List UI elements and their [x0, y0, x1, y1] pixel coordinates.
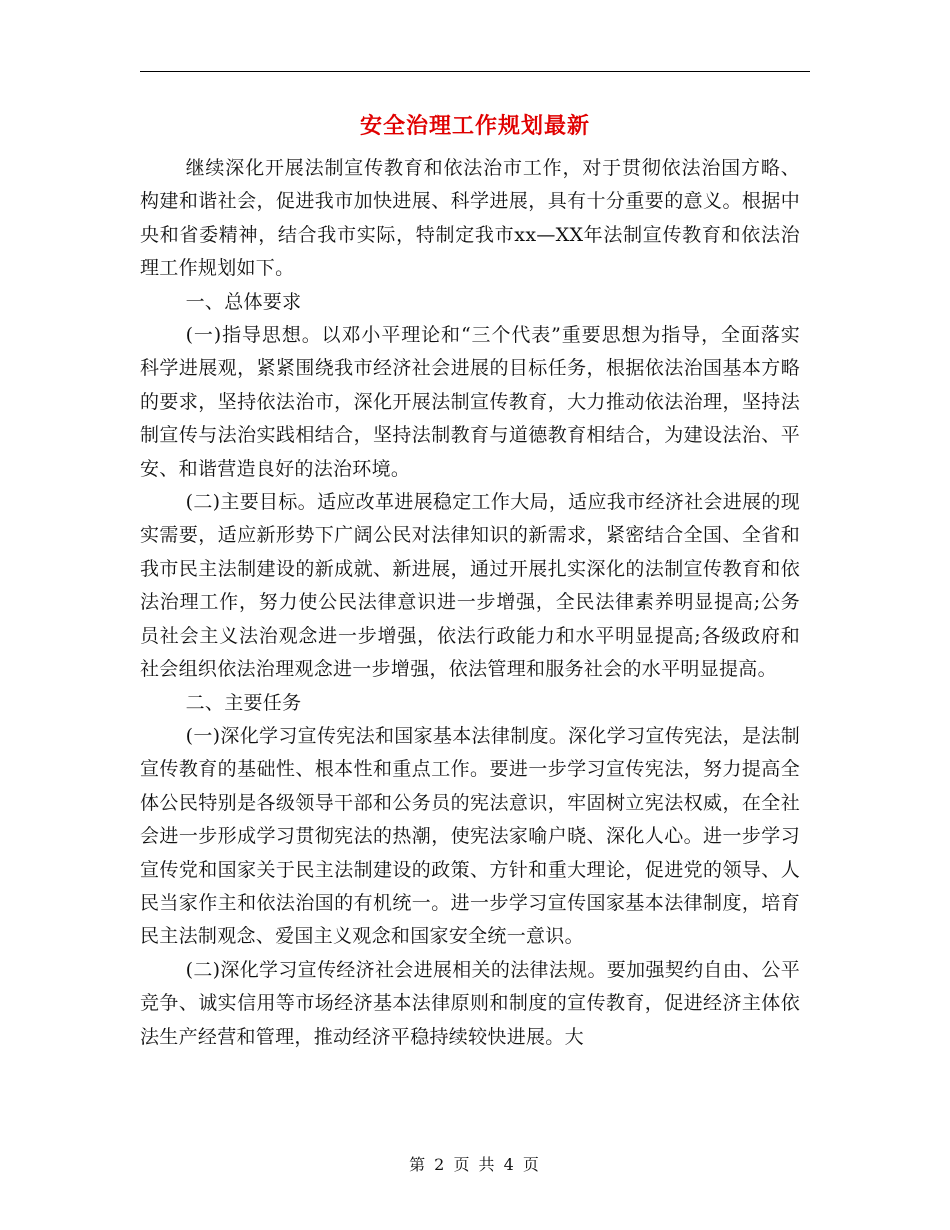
- document-title: 安全治理工作规划最新: [359, 113, 590, 139]
- document-body: [140, 152, 800, 1054]
- section-heading-main-tasks: 二、主要任务: [185, 691, 302, 714]
- paragraph-main-goals: (二)主要目标。适应改革进展稳定工作大局，适应我市经济社会进展的现实需要，适应新形势下广阔公民对法律知识的新需求，紧密结合全国、全省和我市民主法制建设的新成就、新进展，通过开展扎实深化的法制宣传教育和依法治理工作，努力使公民法律意识进一步增强，全民法律素养明显提高;公务员社会主义法治观念进一步增强，依法行政能力和水平明显提高;各级政府和社会组织依法治理观念进一步增强，依法管理和服务社会的水平明显提高。: [140, 491, 800, 681]
- paragraph-constitution-study: (一)深化学习宣传宪法和国家基本法律制度。深化学习宣传宪法，是法制宣传教育的基础性、根本性和重点工作。要进一步学习宣传宪法，努力提高全体公民特别是各级领导干部和公务员的宪法意识，牢固树立宪法权威，在全社会进一步形成学习贯彻宪法的热潮，使宪法家喻户晓、深化人心。进一步学习宣传党和国家关于民主法制建设的政策、方针和重大理论，促进党的领导、人民当家作主和依法治国的有机统一。进一步学习宣传国家基本法律制度，培育民主法制观念、爱国主义观念和国家安全统一意识。: [140, 724, 800, 948]
- section-heading-general-requirements: 一、总体要求: [185, 290, 302, 313]
- paragraph-economic-law-study: (二)深化学习宣传经济社会进展相关的法律法规。要加强契约自由、公平竞争、诚实信用等市场经济基本法律原则和制度的宣传教育，促进经济主体依法生产经营和管理，推动经济平稳持续较快进展。大: [140, 958, 800, 1048]
- paragraph-guiding-ideology: (一)指导思想。以邓小平理论和“三个代表”重要思想为指导，全面落实科学进展观，紧紧围绕我市经济社会进展的目标任务，根据依法治国基本方略的要求，坚持依法治市，深化开展法制宣传教育，大力推动依法治理，坚持法制宣传与法治实践相结合，坚持法制教育与道德教育相结合，为建设法治、平安、和谐营造良好的法治环境。: [140, 324, 800, 480]
- header-rule: [140, 71, 810, 72]
- page-number-footer: 第 2 页 共 4 页: [409, 1155, 541, 1174]
- paragraph-intro: 继续深化开展法制宣传教育和依法治市工作，对于贯彻依法治国方略、构建和谐社会，促进我市加快进展、科学进展，具有十分重要的意义。根据中央和省委精神，结合我市实际，特制定我市xx—XX年法制宣传教育和依法治理工作规划如下。: [140, 157, 800, 280]
